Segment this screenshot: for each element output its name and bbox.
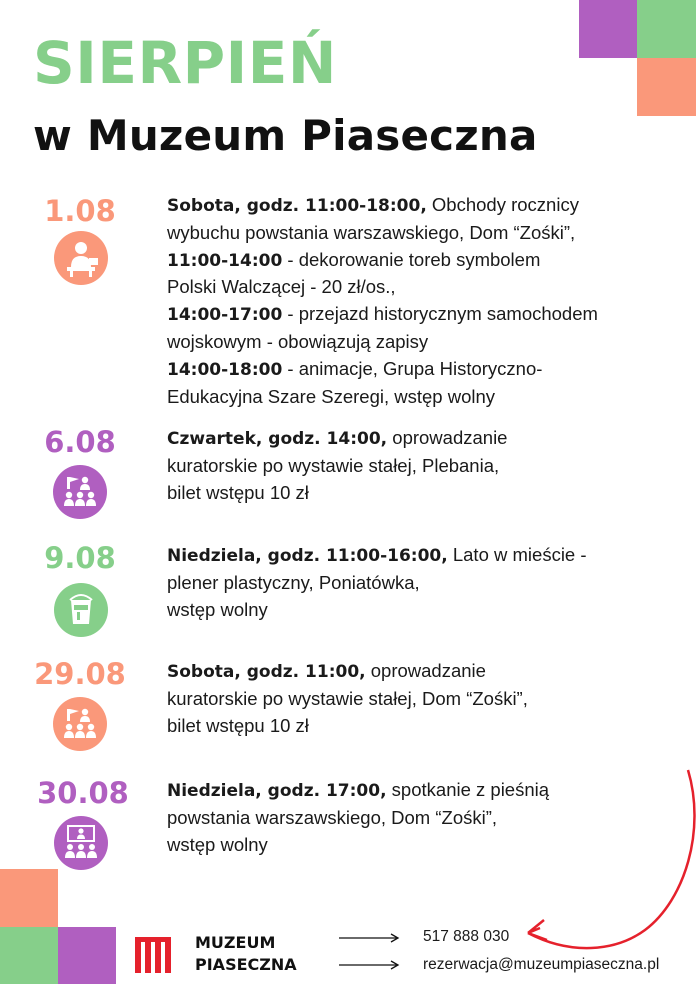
curved-arrow-icon bbox=[500, 760, 696, 960]
presentation-audience-icon bbox=[54, 816, 108, 870]
event-date: 1.08 bbox=[44, 194, 116, 228]
logo-line-2: PIASECZNA bbox=[195, 955, 297, 974]
corner-block-green-bottom bbox=[0, 927, 58, 984]
page-title-month: SIERPIEŃ bbox=[33, 29, 337, 97]
event-description: Sobota, godz. 11:00, oprowadzanie kuratorskie po wystawie stałej, Dom “Zośki”, bilet wstępu 10 zł bbox=[167, 660, 528, 736]
event-date: 29.08 bbox=[34, 657, 126, 691]
logo-line-1: MUZEUM bbox=[195, 933, 276, 952]
event-date: 9.08 bbox=[44, 541, 116, 575]
event-date: 6.08 bbox=[44, 425, 116, 459]
email-link[interactable]: rezerwacja@muzeumpiaseczna.pl bbox=[423, 956, 660, 973]
museum-logo-text bbox=[195, 932, 297, 976]
event-description: Czwartek, godz. 14:00, oprowadzanie kuratorskie po wystawie stałej, Plebania, bilet wstępu 10 zł bbox=[167, 427, 508, 503]
corner-block-purple-top bbox=[579, 0, 637, 58]
event-description: Niedziela, godz. 11:00-16:00, Lato w mieście - plener plastyczny, Poniatówka, wstęp wolny bbox=[167, 544, 587, 620]
painter-at-easel-icon bbox=[54, 231, 108, 285]
corner-block-green-top bbox=[637, 0, 696, 58]
page-subtitle: w Muzeum Piaseczna bbox=[33, 111, 538, 160]
arrow-right-icon bbox=[339, 932, 401, 944]
event-date: 30.08 bbox=[37, 776, 129, 810]
paint-bucket-icon bbox=[54, 583, 108, 637]
museum-logo-icon bbox=[135, 933, 181, 973]
corner-block-orange-bottom bbox=[0, 869, 58, 927]
guided-tour-group-icon bbox=[53, 465, 107, 519]
event-description: Niedziela, godz. 17:00, spotkanie z pieśnią powstania warszawskiego, Dom “Zośki”, wstęp wolny bbox=[167, 779, 550, 855]
phone-number[interactable]: 517 888 030 bbox=[423, 928, 510, 945]
event-description: Sobota, godz. 11:00-18:00, Obchody rocznicy wybuchu powstania warszawskiego, Dom “Zośki”, 11:00-14:00 - dekorowanie toreb symbolem Polski Walczącej - 20 zł/os., 14:00-17:00 - przejazd historycznym samochodem wojskowym - obowiązują zapisy 14:00-18:00 - animacje, Grupa Historyczno- Edukacyjna Szare Szeregi, wstęp wolny bbox=[167, 194, 598, 407]
corner-block-purple-bottom bbox=[58, 927, 116, 984]
corner-block-orange-top bbox=[637, 58, 696, 116]
arrow-right-icon bbox=[339, 959, 401, 971]
guided-tour-group-icon bbox=[53, 697, 107, 751]
